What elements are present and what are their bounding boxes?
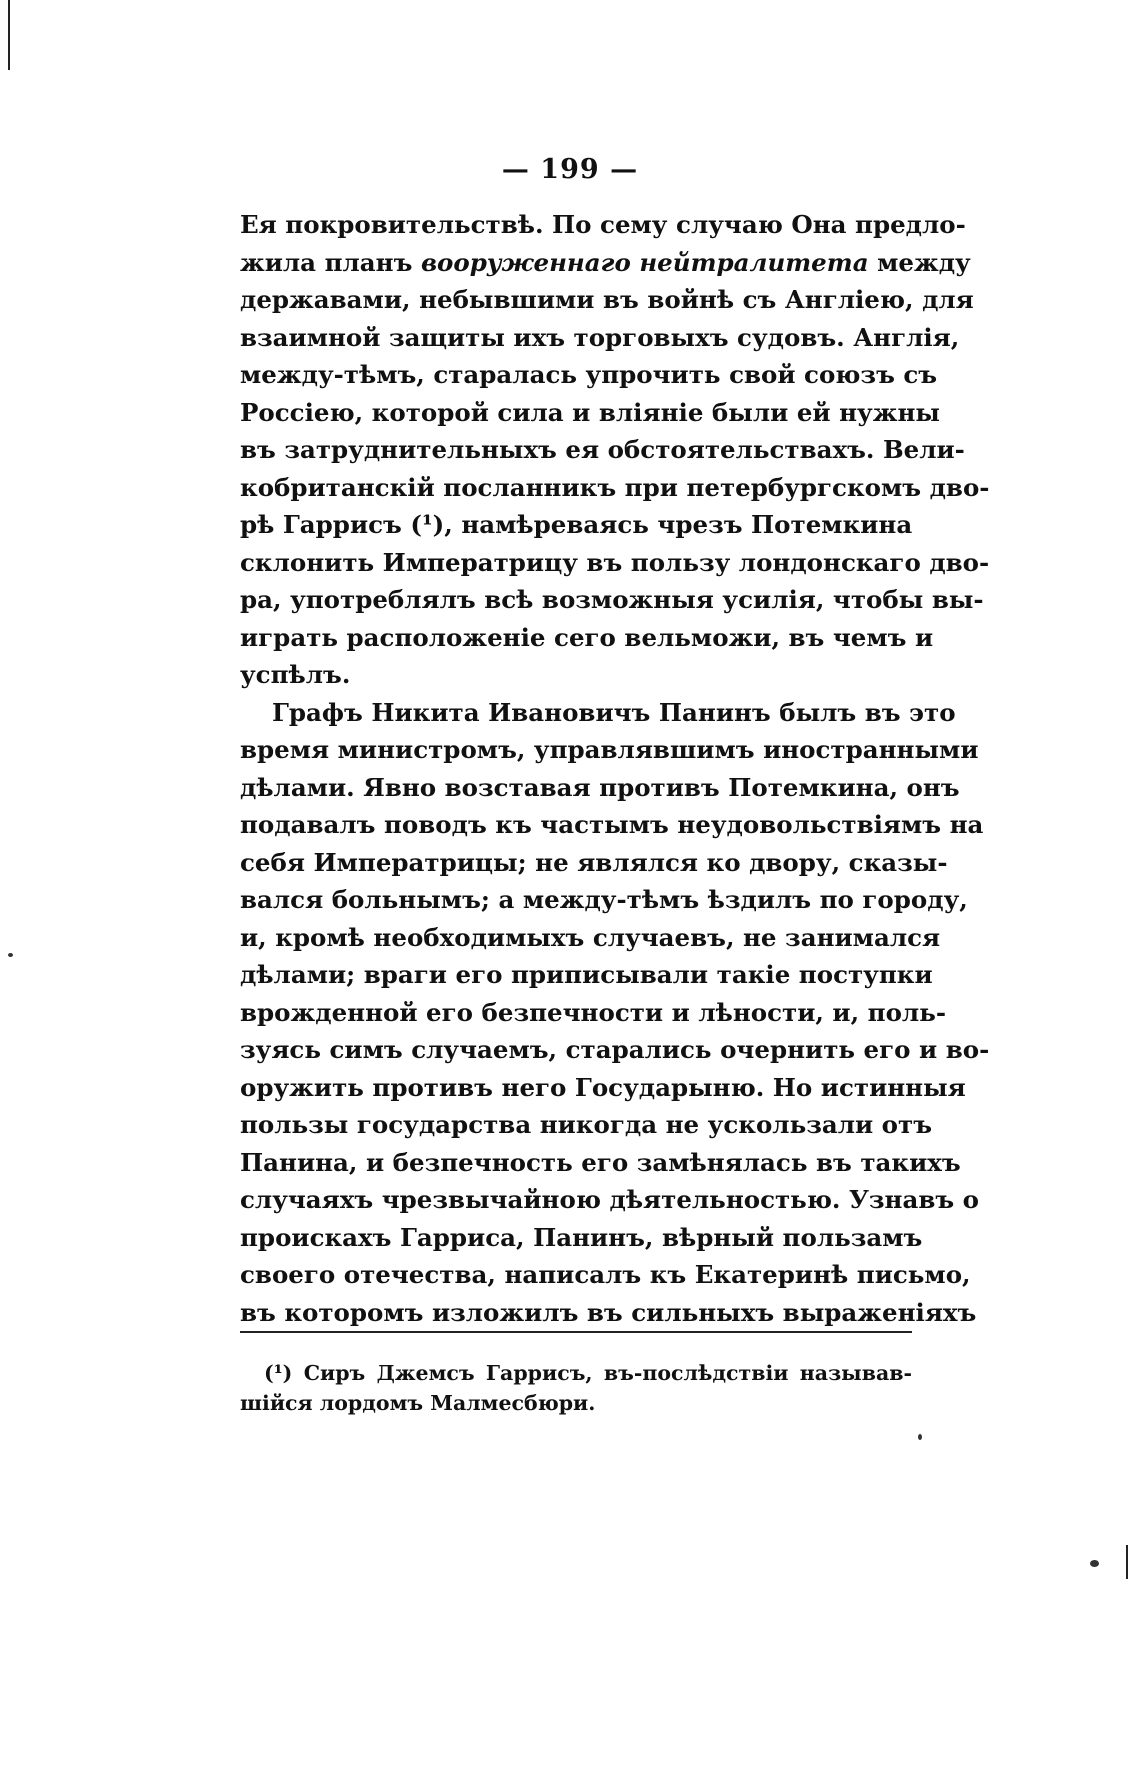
text-line: время министромъ, управлявшимъ иностранными [240, 735, 979, 764]
text-line: Панина, и безпечность его замѣнялась въ такихъ [240, 1147, 961, 1177]
text-line: подавалъ поводъ къ частымъ неудовольствіямъ на [240, 810, 984, 839]
text-line: кобританскій посланникъ при петербургскомъ дво- [240, 472, 990, 502]
paragraph-start-line: Графъ Никита Ивановичъ Панинъ былъ въ это [272, 697, 956, 727]
text-line: вался больнымъ; а между-тѣмъ ѣздилъ по городу, [240, 885, 968, 914]
text-line: пользы государства никогда не ускользали отъ [240, 1110, 932, 1139]
italic-term: вооруженнаго нейтралитета [420, 247, 869, 277]
text-line: оружить противъ него Государыню. Но истинныя [240, 1072, 966, 1102]
text-line: дѣлами; враги его приписывали такіе поступки [240, 960, 933, 989]
page-edge-mark [1126, 1545, 1128, 1579]
page-edge-rule [8, 0, 10, 70]
footnote-line: (¹) Сиръ Джемсъ Гаррисъ, въ-послѣдствіи называв- [264, 1361, 912, 1385]
text-line: между-тѣмъ, старалась упрочить свой союзъ съ [240, 360, 938, 389]
text-segment: жила планъ [240, 247, 421, 277]
text-line: державами, небывшими въ войнѣ съ Англіею, для [240, 285, 974, 314]
footnote [240, 1358, 912, 1418]
text-line: взаимной защиты ихъ торговыхъ судовъ. Англія, [240, 322, 960, 352]
text-line: въ которомъ изложилъ въ сильныхъ выраженіяхъ [240, 1294, 912, 1334]
text-line: и, кромѣ необходимыхъ случаевъ, не занимался [240, 922, 941, 952]
text-segment: между [868, 247, 971, 277]
text-line-with-italic [240, 244, 971, 282]
text-line: проискахъ Гарриса, Панинъ, вѣрный пользамъ [240, 1222, 923, 1252]
text-line: своего отечества, написалъ къ Екатеринѣ письмо, [240, 1260, 971, 1289]
text-line: успѣлъ. [240, 660, 351, 689]
page-number: — 199 — [501, 154, 639, 185]
text-line: играть расположеніе сего вельможи, въ чемъ и [240, 622, 934, 652]
text-line: врожденной его безпечности и лѣности, и, поль- [240, 997, 947, 1027]
ink-speck [1090, 1560, 1099, 1567]
ink-speck [8, 953, 13, 957]
text-line: въ затруднительныхъ ея обстоятельствахъ. Вели- [240, 435, 965, 464]
text-line: дѣлами. Явно возставая противъ Потемкина, онъ [240, 772, 960, 802]
text-line: случаяхъ чрезвычайною дѣятельностью. Узнавъ о [240, 1185, 980, 1214]
text-line: Ея покровительствѣ. По сему случаю Она предло- [240, 210, 966, 239]
text-line: себя Императрицы; не являлся ко двору, сказы- [240, 847, 948, 877]
footnote-line: шійся лордомъ Малмесбюри. [240, 1391, 596, 1415]
text-line: ра, употреблялъ всѣ возможныя усилія, чтобы вы- [240, 585, 984, 614]
ink-speck [918, 1434, 922, 1440]
text-line: рѣ Гаррисъ (¹), намѣреваясь чрезъ Потемкина [240, 510, 913, 539]
main-text [240, 206, 990, 1333]
text-line: Россіею, которой сила и вліяніе были ей нужны [240, 397, 940, 427]
text-line: зуясь симъ случаемъ, старались очернить его и во- [240, 1035, 990, 1064]
text-line: склонить Императрицу въ пользу лондонскаго дво- [240, 547, 990, 577]
